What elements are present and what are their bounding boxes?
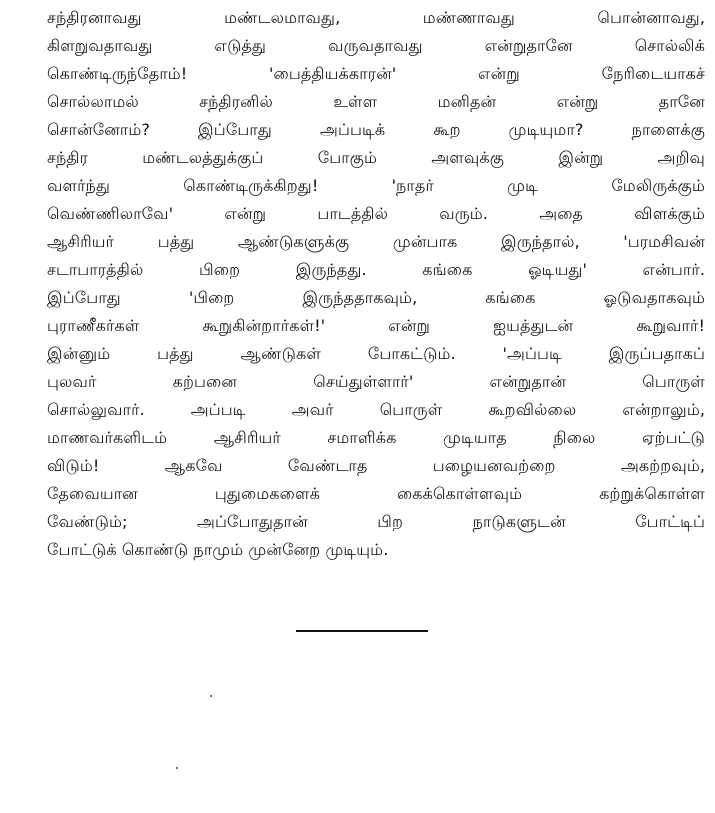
text-line: மாணவர்களிடம் ஆசிரியர் சமாளிக்க முடியாத நிலை ஏற்பட்டு bbox=[47, 428, 705, 447]
text-line: இன்னும் பத்து ஆண்டுகள் போகட்டும். 'அப்படி இருப்பதாகப் bbox=[47, 344, 705, 363]
text-line: சந்திரனாவது மண்டலமாவது, மண்ணாவது பொன்னாவது, bbox=[47, 8, 705, 27]
text-line: சொல்லாமல் சந்திரனில் உள்ள மனிதன் என்று தானே bbox=[47, 92, 705, 111]
scan-speck bbox=[176, 767, 178, 769]
text-line: இப்போது 'பிறை இருந்ததாகவும், கங்கை ஓடுவதாகவும் bbox=[47, 288, 705, 307]
text-line: சடாபாரத்தில் பிறை இருந்தது. கங்கை ஓடியது' என்பார். bbox=[47, 260, 705, 279]
text-line: போட்டுக் கொண்டு நாமும் முன்னேற முடியும். bbox=[47, 540, 389, 559]
text-line: தேவையான புதுமைகளைக் கைக்கொள்ளவும் கற்றுக்கொள்ள bbox=[47, 484, 705, 503]
text-line: கிளறுவதாவது எடுத்து வருவதாவது என்றுதானே சொல்லிக் bbox=[47, 36, 705, 55]
text-line: வளர்ந்து கொண்டிருக்கிறது! 'நாதர் முடி மேலிருக்கும் bbox=[47, 176, 705, 195]
text-line: ஆசிரியர் பத்து ஆண்டுகளுக்கு முன்பாக இருந்தால், 'பரமசிவன் bbox=[47, 232, 705, 251]
text-line: சொல்லுவார். அப்படி அவர் பொருள் கூறவில்லை என்றாலும், bbox=[47, 400, 705, 419]
text-line: சொன்னோம்? இப்போது அப்படிக் கூற முடியுமா? நாளைக்கு bbox=[47, 120, 705, 139]
section-end-divider bbox=[296, 630, 428, 632]
scan-speck bbox=[210, 695, 212, 697]
text-line: வெண்ணிலாவே' என்று பாடத்தில் வரும். அதை விளக்கும் bbox=[47, 204, 705, 223]
text-line: புராணீகர்கள் கூறுகின்றார்கள்!' என்று ஐயத்துடன் கூறுவார்! bbox=[47, 316, 705, 335]
text-line: புலவர் கற்பனை செய்துள்ளார்' என்றுதான் பொருள் bbox=[47, 372, 705, 391]
text-line: விடும்! ஆகவே வேண்டாத பழையனவற்றை அகற்றவும், bbox=[47, 456, 705, 475]
body-paragraph bbox=[47, 4, 705, 564]
text-line: சந்திர மண்டலத்துக்குப் போகும் அளவுக்கு இன்று அறிவு bbox=[47, 148, 705, 167]
text-line: வேண்டும்; அப்போதுதான் பிற நாடுகளுடன் போட்டிப் bbox=[47, 512, 705, 531]
text-line: கொண்டிருந்தோம்! 'பைத்தியக்காரன்' என்று நேரிடையாகச் bbox=[47, 64, 705, 83]
